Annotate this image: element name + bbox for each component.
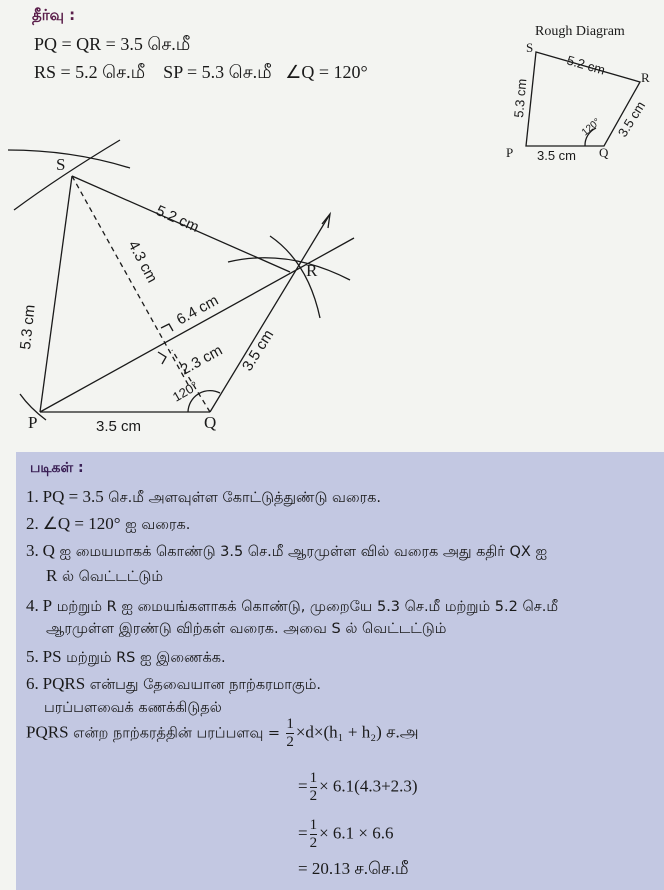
fraction-numerator: 1 — [286, 716, 294, 732]
right-angle-mark-2 — [158, 352, 166, 364]
label-qr: 3.5 cm — [238, 326, 278, 375]
step-2 — [26, 513, 190, 536]
step-number: 2. — [26, 514, 39, 533]
point-s: S — [56, 155, 66, 174]
step-math: PS — [42, 647, 62, 666]
area-calc-label: பரப்பளவைக் கணக்கிடுதல் — [44, 700, 222, 716]
step-math: PQRS — [42, 674, 86, 693]
fraction-half — [310, 817, 318, 852]
rough-point-p: P — [506, 145, 514, 160]
step-number: 1. — [26, 487, 39, 506]
step-text: ஐ வரைக. — [120, 517, 191, 533]
step-1 — [26, 486, 381, 509]
rough-label-sp: 5.3 cm — [511, 78, 530, 119]
point-p: P — [28, 413, 38, 432]
step-number: 6. — [26, 674, 39, 693]
step-3-cont — [46, 565, 163, 588]
rough-point-q: Q — [599, 145, 609, 160]
rough-label-angle: 120° — [579, 116, 603, 139]
steps-panel — [16, 452, 664, 890]
step-math: PQ = 3.5 — [42, 487, 104, 506]
step-4 — [26, 595, 558, 618]
step-math: R — [46, 566, 58, 585]
area-formula — [26, 716, 419, 751]
step-math: P — [42, 596, 53, 615]
step-text: மற்றும் R ஐ மையங்களாகக் கொண்டு, முறையே 5.3 செ.மீ மற்றும் 5.2 செ.மீ — [52, 599, 559, 615]
solution-title: தீர்வு : — [32, 6, 76, 24]
fraction-denominator: 2 — [309, 835, 318, 851]
label-pr: 6.4 cm — [173, 291, 222, 329]
ray-qx — [210, 214, 330, 412]
label-pq: 3.5 cm — [96, 418, 142, 435]
label-altitude-s: 4.3 cm — [124, 237, 161, 286]
fraction-numerator: 1 — [309, 817, 318, 833]
step-6 — [26, 673, 321, 696]
calc-line-2-text: × 6.1(4.3+2.3) — [319, 776, 418, 796]
given-line-2: RS = 5.2 செ.மீ SP = 5.3 செ.மீ ∠Q = 120° — [34, 62, 368, 82]
step-text: ல் வெட்டட்டும் — [57, 569, 163, 585]
calc-line-3 — [298, 817, 394, 852]
arc-r-1 — [228, 258, 350, 280]
step-text: மற்றும் RS ஐ இணைக்க. — [61, 650, 226, 666]
rough-label-sr: 5.2 cm — [565, 52, 607, 78]
steps-title: படிகள் : — [30, 460, 84, 476]
step-math: Q — [42, 541, 55, 560]
fraction-denominator: 2 — [309, 788, 318, 804]
step-number: 3. — [26, 541, 39, 560]
arc-s-1 — [8, 150, 130, 168]
point-r: R — [306, 261, 318, 280]
label-sp: 5.3 cm — [17, 303, 39, 351]
step-3 — [26, 540, 547, 563]
fraction-denominator: 2 — [286, 734, 294, 750]
construction-diagram — [8, 140, 354, 435]
rough-label-qr: 3.5 cm — [614, 98, 649, 140]
label-angle-q: 120° — [170, 378, 201, 405]
equals-sign: = — [298, 776, 308, 796]
rough-diagram — [506, 40, 650, 163]
label-altitude-q: 2.3 cm — [177, 341, 226, 379]
step-number: 5. — [26, 647, 39, 666]
calc-line-2 — [298, 770, 418, 805]
area-prefix: PQRS — [26, 722, 69, 742]
right-angle-mark-1 — [161, 324, 173, 331]
formula-tail: ×d×(h₁ + h₂) ச.அ — [295, 722, 419, 742]
step-text: ஆரமுள்ள இரண்டு விற்கள் வரைக. அவை S ல் வெட்டட்டும் — [46, 621, 447, 637]
step-text: என்பது தேவையான நாற்கரமாகும். — [85, 677, 321, 693]
step-text: ஐ மையமாகக் கொண்டு 3.5 செ.மீ ஆரமுள்ள வில் வரைக அது கதிர் QX ஐ — [54, 544, 548, 560]
step-4-cont — [46, 618, 446, 640]
area-text: என்ற நாற்கரத்தின் பரப்பளவு = — [68, 725, 281, 742]
step-5 — [26, 646, 226, 669]
calc-line-3-text: × 6.1 × 6.6 — [319, 823, 394, 843]
fraction-half — [310, 770, 318, 805]
given-line-1: PQ = QR = 3.5 செ.மீ — [34, 34, 191, 54]
fraction-half — [286, 716, 294, 751]
fraction-numerator: 1 — [309, 770, 318, 786]
rough-diagram-title: Rough Diagram — [535, 24, 625, 39]
rough-point-r: R — [641, 70, 650, 85]
calc-line-4: = 20.13 ச.செ.மீ — [298, 859, 409, 878]
step-number: 4. — [26, 596, 39, 615]
step-math: ∠Q = 120° — [42, 514, 121, 533]
segment-ps — [40, 176, 72, 412]
equals-sign: = — [298, 823, 308, 843]
step-text: செ.மீ அளவுள்ள கோட்டுத்துண்டு வரைக. — [103, 490, 382, 506]
rough-point-s: S — [526, 40, 534, 55]
point-q: Q — [204, 413, 217, 432]
label-sr: 5.2 cm — [153, 202, 202, 236]
rough-label-pq: 3.5 cm — [537, 148, 577, 163]
